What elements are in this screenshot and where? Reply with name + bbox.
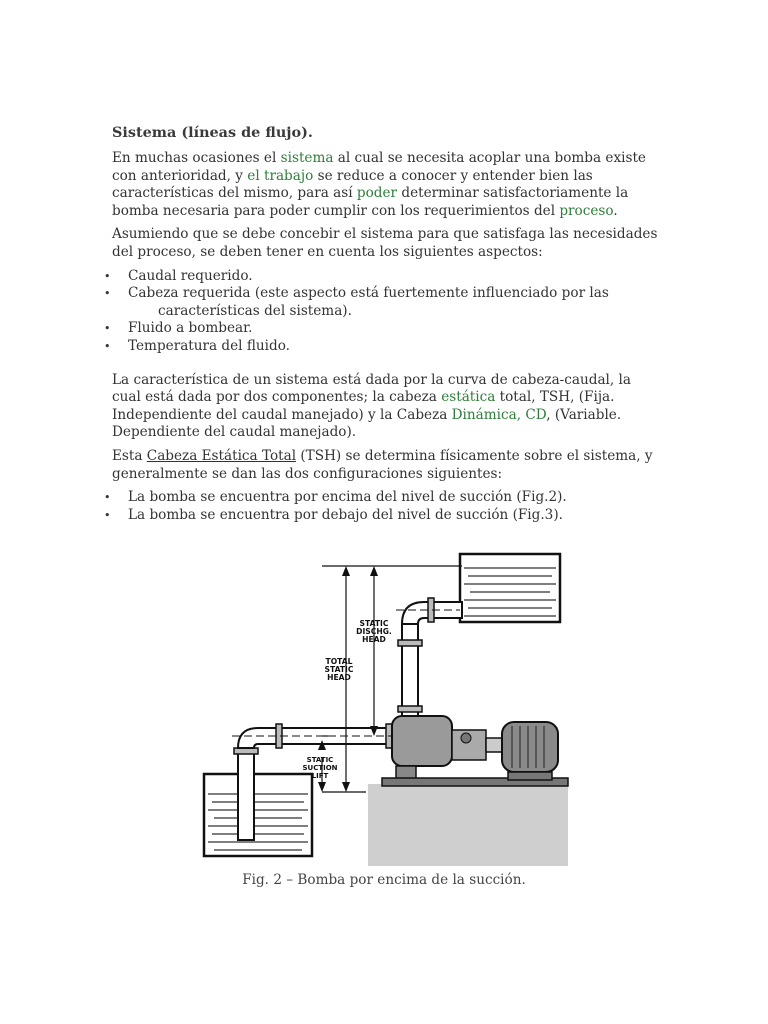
text: , (Variable. Dependiente del caudal manejado).	[112, 406, 622, 441]
section-heading: Sistema (líneas de flujo).	[112, 124, 313, 141]
list-item-text: La bomba se encuentra por encima del nivel de succión (Fig.2).	[128, 489, 567, 506]
figure-caption: Fig. 2 – Bomba por encima de la succión.	[242, 872, 526, 888]
text: se reduce a conocer y entender bien las características del mismo, para así	[112, 167, 593, 202]
bullet-icon: •	[104, 269, 111, 283]
aspects-list	[104, 267, 660, 356]
document-content	[104, 124, 660, 524]
list-item-text: La bomba se encuentra por debajo del nivel de succión (Fig.3).	[128, 506, 563, 523]
bullet-icon: •	[104, 508, 111, 522]
bullet-icon: •	[104, 339, 111, 353]
label-text: HEAD	[327, 673, 351, 682]
label-text: TOTAL	[325, 657, 353, 666]
bullet-icon: •	[104, 491, 111, 505]
paragraph-2: Asumiendo que se debe concebir el sistema para que satisfaga las necesidades del proceso, se deben tener en cuenta los siguientes aspectos:	[112, 226, 658, 260]
list-item	[104, 489, 660, 507]
text: (TSH) se determina físicamente sobre el sistema, y generalmente se dan las dos configuraciones siguientes:	[112, 447, 653, 482]
flange	[398, 706, 422, 712]
text: La característica de un sistema está dada por la curva de cabeza-caudal, la cual está dada por dos componentes; la cabeza	[112, 371, 631, 406]
flange	[398, 640, 422, 646]
paragraph-4	[112, 448, 660, 483]
text: .	[613, 202, 618, 219]
static-discharge-head-label	[356, 619, 392, 644]
list-item-text: Temperatura del fluido.	[128, 337, 290, 354]
discharge-pipe-vertical	[402, 624, 418, 716]
label-text: STATIC	[359, 619, 389, 628]
link-estatica[interactable]: estática	[441, 389, 496, 406]
list-item	[104, 506, 660, 525]
pump-diagram	[196, 548, 570, 866]
bearing-icon	[461, 733, 471, 743]
link-el-trabajo[interactable]: el trabajo	[247, 167, 314, 184]
paragraph-1	[112, 150, 660, 220]
list-item	[104, 285, 660, 320]
bullet-icon: •	[104, 287, 111, 301]
label-text: STATIC	[324, 665, 354, 674]
text: determinar satisfactoriamente la bomba necesaria para poder cumplir con los requerimientos del	[112, 185, 629, 219]
configurations-list	[104, 489, 660, 524]
ground-block	[368, 784, 568, 866]
label-text: DISCHG.	[356, 627, 392, 636]
text: al cual se necesita acoplar una bomba existe con anterioridad, y	[112, 150, 646, 184]
list-item-text: Fluido a bombear.	[128, 320, 253, 337]
pump-casing	[392, 716, 452, 766]
motor	[502, 722, 558, 772]
list-item	[104, 320, 660, 338]
link-cabeza-estatica-total[interactable]: Cabeza Estática Total	[146, 447, 297, 464]
label-text: LIFT	[311, 772, 329, 780]
list-item	[104, 337, 660, 356]
text: Esta	[112, 447, 147, 464]
pump-system-figure	[196, 548, 570, 866]
suction-tank	[204, 774, 312, 856]
text: total, TSH, (Fija. Independiente del caudal manejado) y la Cabeza	[112, 389, 615, 423]
motor-foot	[508, 772, 552, 780]
coupling	[486, 738, 502, 752]
link-sistema[interactable]: sistema	[280, 150, 334, 166]
list-item-text: Cabeza requerida (este aspecto está fuertemente influenciado por las características del sistema).	[128, 285, 609, 319]
paragraph-3	[112, 372, 660, 442]
link-poder[interactable]: poder	[356, 185, 398, 202]
list-item	[104, 267, 660, 286]
text: En muchas ocasiones el	[112, 150, 281, 166]
label-text: STATIC	[306, 756, 334, 764]
spacer	[112, 356, 660, 372]
suction-elbow	[238, 728, 278, 748]
label-text: HEAD	[362, 635, 386, 644]
label-text: SUCTION	[302, 764, 338, 772]
link-proceso[interactable]: proceso	[559, 202, 614, 219]
bullet-icon: •	[104, 322, 111, 336]
suction-pipe-vertical	[238, 748, 254, 840]
list-item-text: Caudal requerido.	[128, 267, 253, 284]
discharge-tank	[460, 554, 560, 622]
link-dinamica-cd[interactable]: Dinámica, CD	[451, 406, 547, 423]
total-static-head-label	[325, 657, 354, 682]
